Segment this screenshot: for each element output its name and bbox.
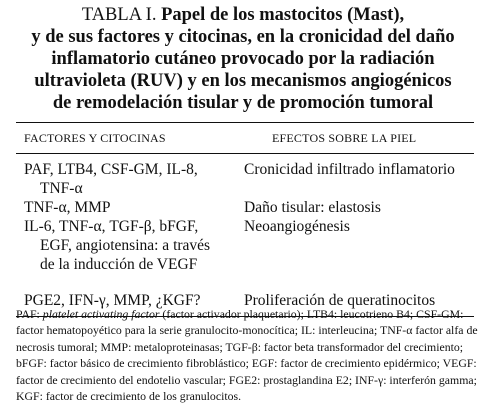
table-row <box>16 198 474 217</box>
effect-cell: Cronicidad infiltrado inflamatorio <box>244 161 455 178</box>
factors-line: TNF-α, MMP <box>24 199 111 216</box>
title-line-5: de remodelación tisular y de promoción tumoral <box>52 93 434 113</box>
table-row <box>16 160 474 198</box>
effect-cell: Proliferación de queratinocitos <box>244 292 436 309</box>
header-efectos: EFECTOS SOBRE LA PIEL <box>272 131 417 145</box>
data-table <box>16 122 474 317</box>
table-title <box>0 4 486 114</box>
footnote-italic: platelet activating factor <box>42 307 160 321</box>
header-factores: FACTORES Y CITOCINAS <box>24 131 166 145</box>
table-body <box>16 154 474 316</box>
factors-line: TNF-α <box>40 180 83 197</box>
footnote <box>16 306 478 404</box>
footnote-rest: (factor activador plaquetario); LTB4: leucotrieno B4; CSF-GM: factor hematopoyético para la serie granulocito-monocítica; IL: interleucina; TNF-α factor alfa de necrosis tumoral; MMP: metaloproteinasas; TGF-β: factor beta transformador del crecimiento; bFGF: factor básico de crecimiento fibroblástico; EGF: factor de crecimiento epidérmico; VEGF: factor de crecimiento del endotelio vascular; FGE2: prostaglandina E2; INF-γ: interferón gamma; KGF: factor de crecimiento de los granulocitos. <box>16 307 478 404</box>
factors-line: EGF, angiotensina: a través <box>40 237 211 254</box>
title-lead: TABLA I. <box>81 5 157 25</box>
title-line-1 <box>0 4 486 26</box>
factors-line: de la inducción de VEGF <box>40 256 198 273</box>
factors-cell <box>16 160 240 198</box>
factors-cell <box>16 198 240 217</box>
title-line-4: ultravioleta (RUV) y en los mecanismos angiogénicos <box>34 71 452 91</box>
factors-line: PAF, LTB4, CSF-GM, IL-8, <box>24 161 198 178</box>
effect-cell: Neoangiogénesis <box>244 218 350 235</box>
title-text-1: Papel de los mastocitos (Mast), <box>161 5 405 25</box>
title-line-2: y de sus factores y citocinas, en la cronicidad del daño <box>31 27 455 47</box>
factors-line: IL-6, TNF-α, TGF-β, bFGF, <box>24 218 199 235</box>
title-line-3: inflamatorio cutáneo provocado por la radiación <box>51 49 435 69</box>
footnote-prefix: PAF: <box>16 307 43 321</box>
effect-cell: Daño tisular: elastosis <box>244 199 381 216</box>
factors-line: PGE2, IFN-γ, MMP, ¿KGF? <box>24 292 201 309</box>
table-row <box>16 217 474 274</box>
factors-cell <box>16 217 240 274</box>
table-header <box>16 123 474 154</box>
